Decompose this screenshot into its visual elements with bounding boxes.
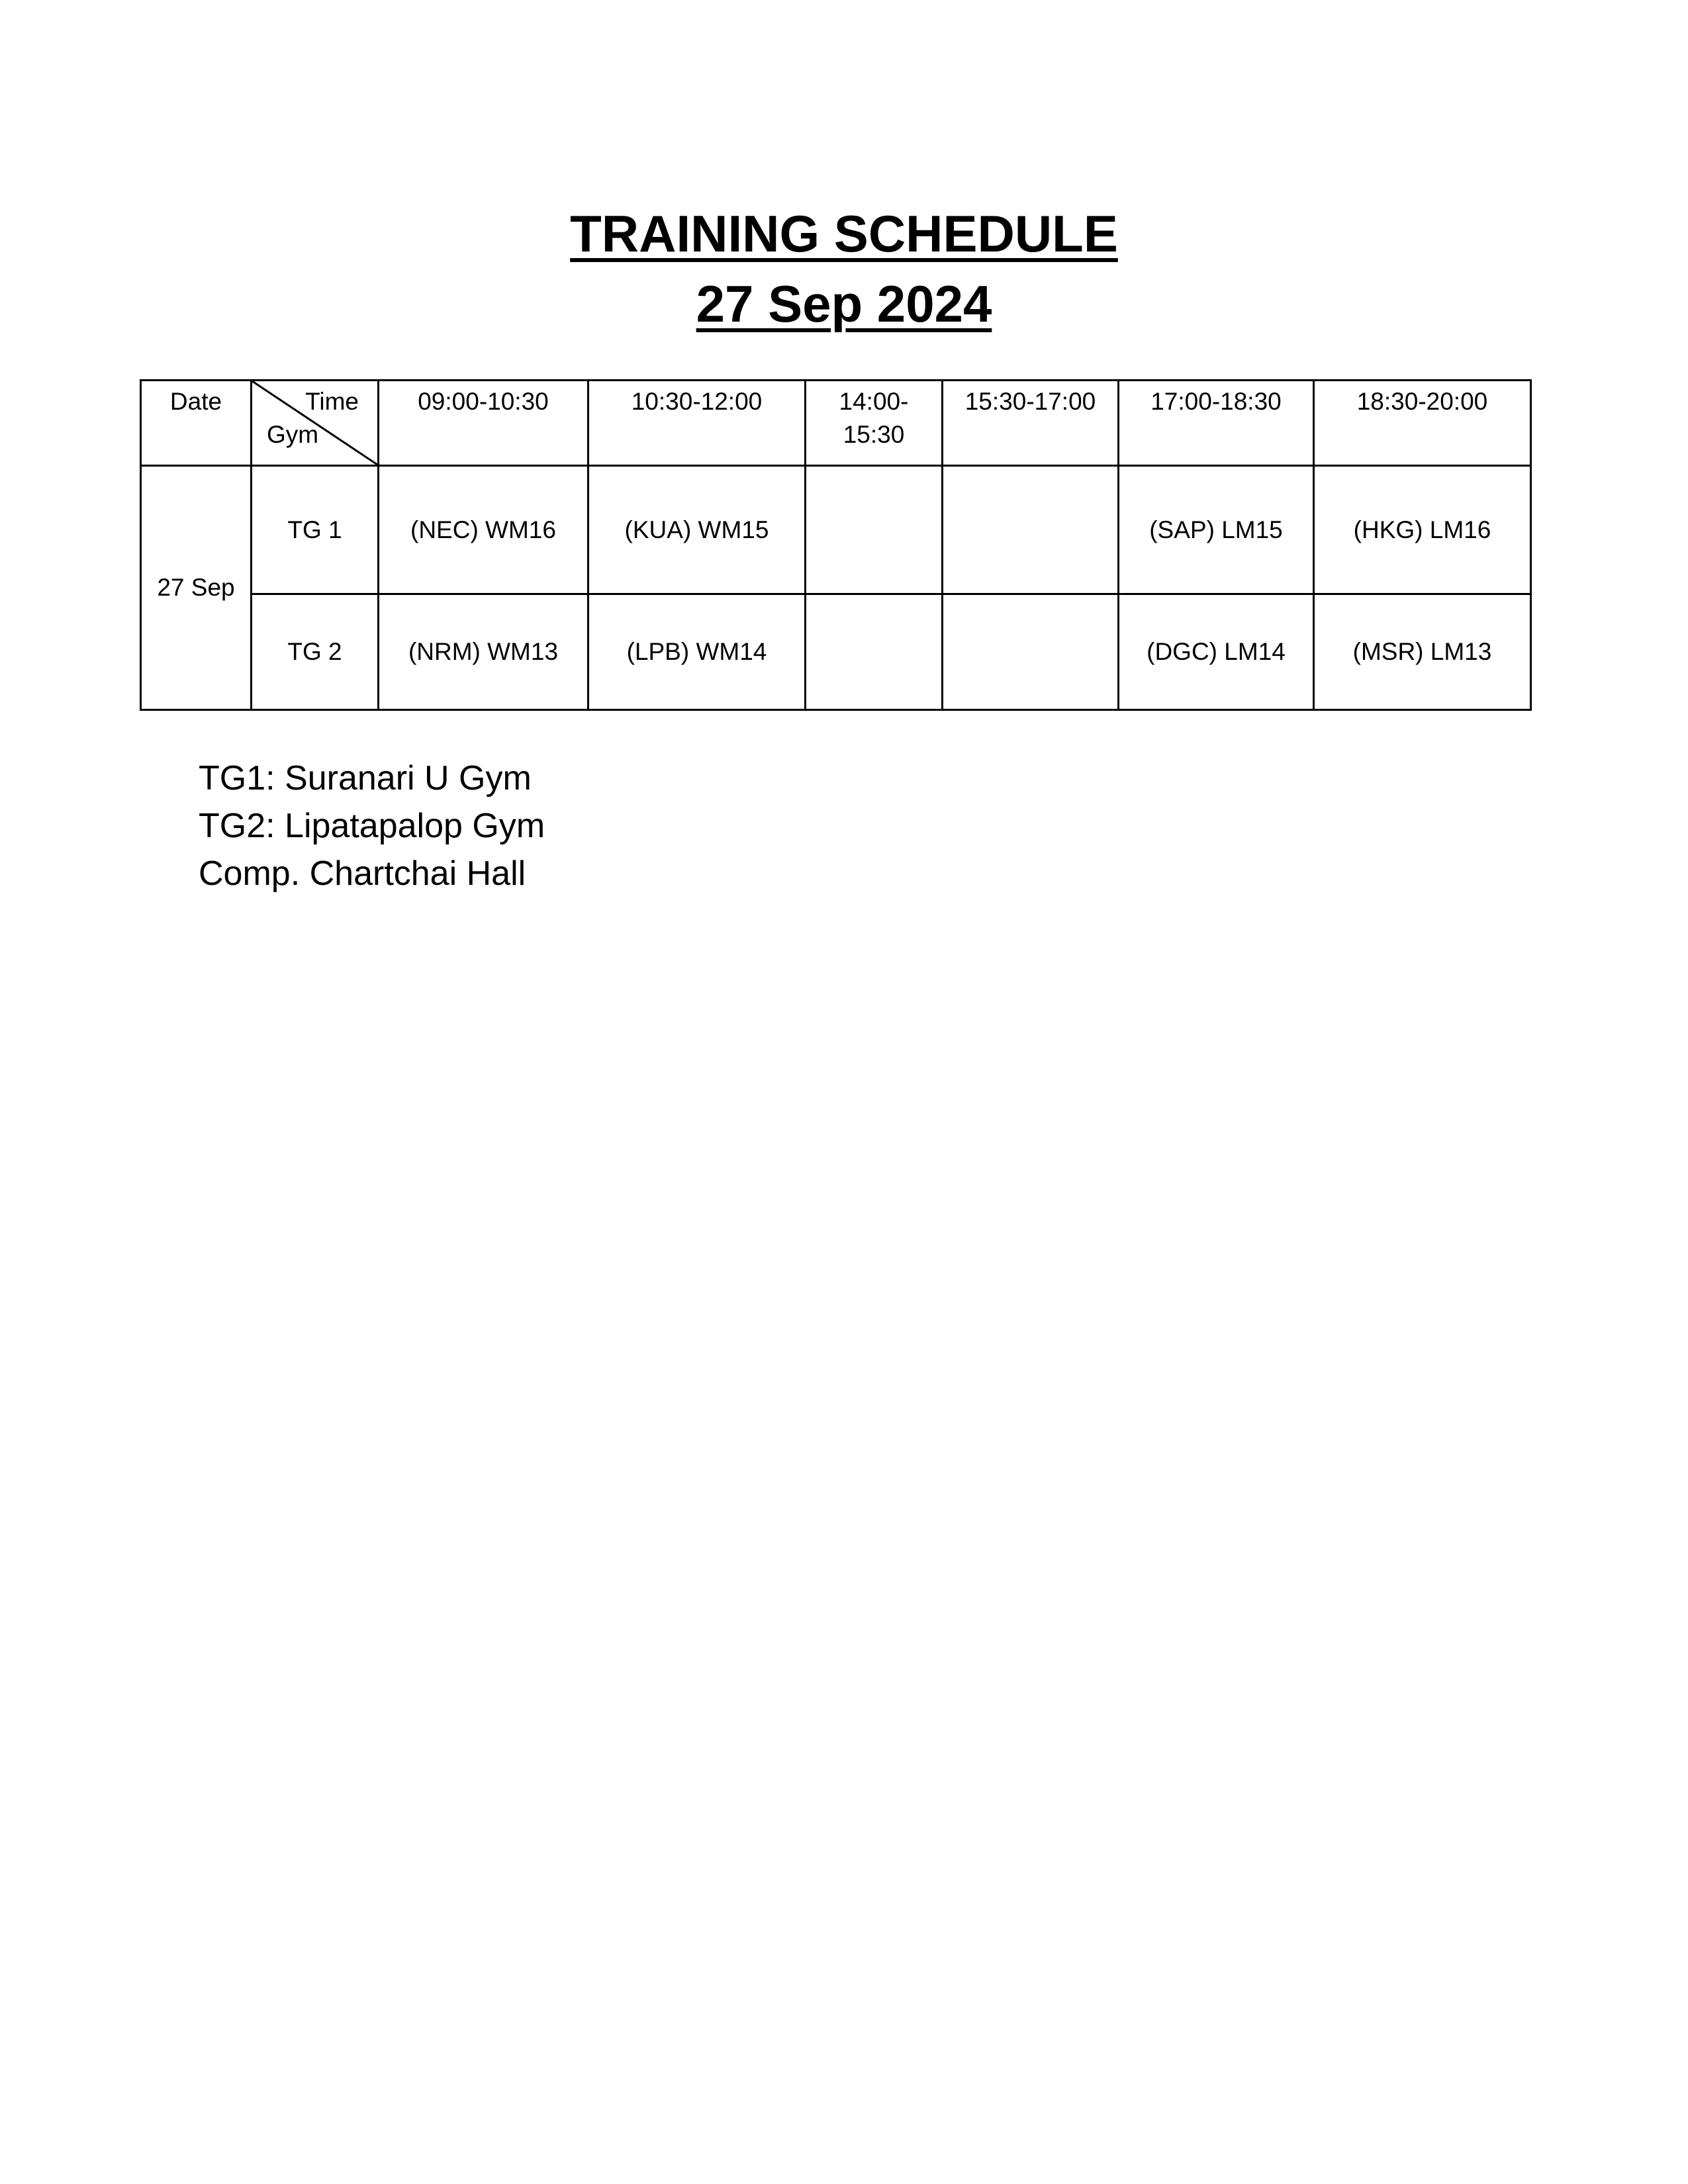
table-row — [141, 466, 1531, 594]
legend-item: TG1: Suranari U Gym — [199, 759, 532, 797]
table-cell: (DGC) LM14 — [1119, 594, 1314, 710]
header-slot: 10:30-12:00 — [588, 381, 806, 466]
table-cell: (MSR) LM13 — [1314, 594, 1531, 710]
header-slot: 09:00-10:30 — [379, 381, 588, 466]
table-cell: (KUA) WM15 — [588, 466, 806, 594]
schedule-table — [140, 379, 1532, 711]
gym-cell: TG 1 — [252, 466, 379, 594]
table-cell: (NRM) WM13 — [379, 594, 588, 710]
legend-item: Comp. Chartchai Hall — [199, 854, 526, 893]
table-cell — [943, 594, 1119, 710]
table-cell: (NEC) WM16 — [379, 466, 588, 594]
header-slot: 15:30-17:00 — [943, 381, 1119, 466]
table-row — [141, 594, 1531, 710]
header-date: Date — [141, 381, 252, 466]
table-cell — [806, 466, 943, 594]
gym-cell: TG 2 — [252, 594, 379, 710]
table-cell: (HKG) LM16 — [1314, 466, 1531, 594]
header-time-gym — [252, 381, 379, 466]
table-cell — [943, 466, 1119, 594]
gym-legend — [199, 754, 545, 897]
table-cell: (SAP) LM15 — [1119, 466, 1314, 594]
document-title — [0, 199, 1688, 339]
header-slot — [806, 381, 943, 466]
title-heading: TRAINING SCHEDULE — [570, 205, 1118, 263]
table-cell: (LPB) WM14 — [588, 594, 806, 710]
date-cell: 27 Sep — [141, 466, 252, 710]
table-cell — [806, 594, 943, 710]
header-slot-label: 14:00-15:30 — [839, 388, 909, 448]
header-gym-label: Gym — [267, 421, 319, 448]
legend-item: TG2: Lipatapalop Gym — [199, 807, 545, 845]
header-time-label: Time — [305, 388, 359, 415]
header-slot: 18:30-20:00 — [1314, 381, 1531, 466]
header-slot: 17:00-18:30 — [1119, 381, 1314, 466]
title-date: 27 Sep 2024 — [696, 275, 992, 333]
table-header-row — [141, 381, 1531, 466]
